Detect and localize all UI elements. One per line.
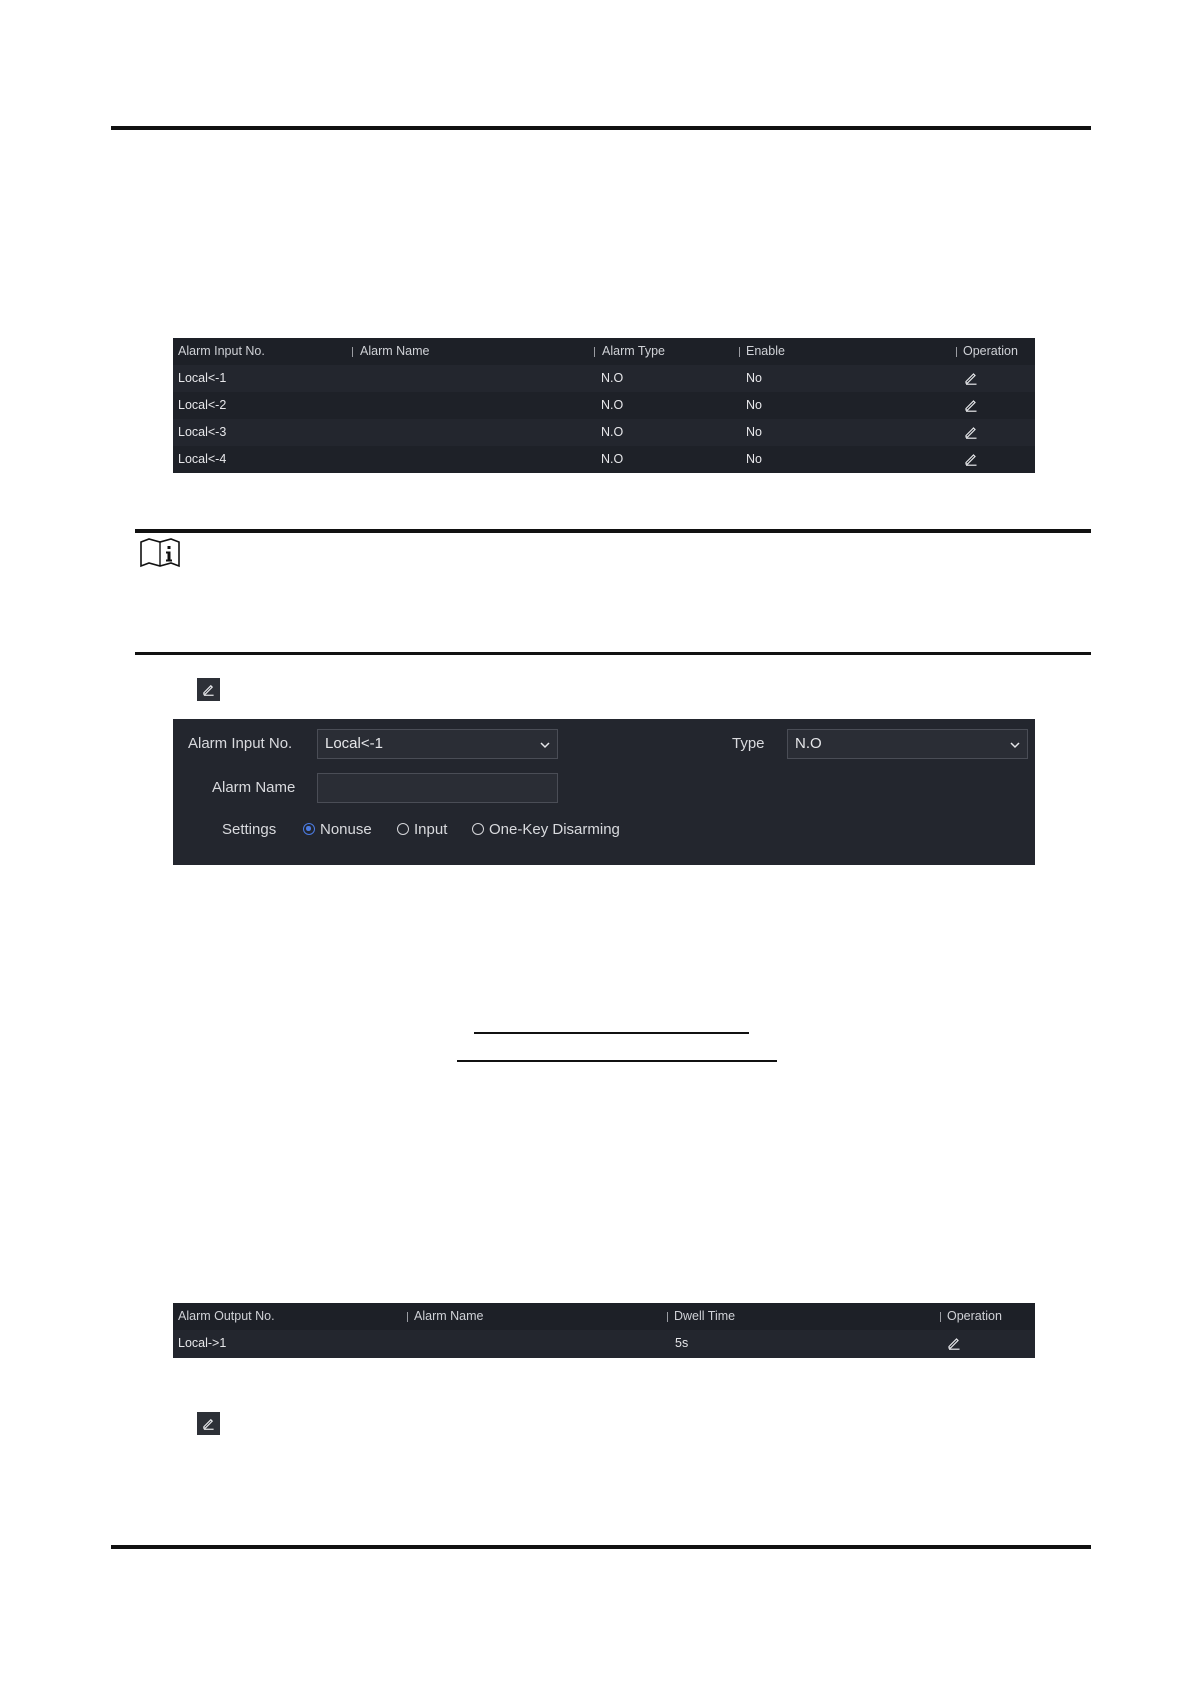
radio-selected-icon <box>303 823 315 835</box>
cell-enable: No <box>746 425 762 439</box>
table-row[interactable] <box>173 419 1035 446</box>
cell-alarm-input-no: Local<-1 <box>178 371 227 385</box>
table-row[interactable] <box>173 365 1035 392</box>
cell-alarm-input-no: Local<-4 <box>178 452 227 466</box>
col-header-alarm-name: Alarm Name <box>414 1309 484 1323</box>
col-header-dwell-time: Dwell Time <box>674 1309 736 1323</box>
column-separator <box>594 347 595 357</box>
edit-button-icon <box>197 678 220 701</box>
cell-alarm-type: N.O <box>601 452 624 466</box>
cell-alarm-type: N.O <box>601 371 624 385</box>
alarm-input-no-label: Alarm Input No. <box>188 735 293 752</box>
alarm-input-table <box>173 338 1035 472</box>
col-header-alarm-output-no: Alarm Output No. <box>178 1309 275 1323</box>
cell-enable: No <box>746 371 762 385</box>
underline-link-1 <box>474 1032 749 1034</box>
column-separator <box>352 347 353 357</box>
alarm-name-label: Alarm Name <box>212 779 296 796</box>
alarm-input-edit-panel <box>173 719 1035 865</box>
col-header-operation: Operation <box>963 344 1018 358</box>
column-separator <box>667 1312 668 1322</box>
edit-pencil-icon[interactable] <box>964 371 978 385</box>
col-header-enable: Enable <box>746 344 785 358</box>
type-select[interactable] <box>787 729 1028 759</box>
cell-enable: No <box>746 452 762 466</box>
cell-enable: No <box>746 398 762 412</box>
note-bottom-rule <box>135 652 1091 655</box>
alarm-name-input[interactable] <box>317 773 558 803</box>
table-row[interactable] <box>173 446 1035 473</box>
edit-pencil-icon[interactable] <box>964 425 978 439</box>
table-row[interactable] <box>173 392 1035 419</box>
radio-input-label: Input <box>414 821 448 838</box>
alarm-input-no-value: Local<-1 <box>325 735 383 752</box>
table-row[interactable] <box>173 1330 1035 1357</box>
table-header <box>173 338 1035 365</box>
radio-unselected-icon <box>472 823 484 835</box>
radio-one-key-disarming-label: One-Key Disarming <box>489 821 620 838</box>
col-header-operation: Operation <box>947 1309 1002 1323</box>
cell-alarm-input-no: Local<-3 <box>178 425 227 439</box>
alarm-output-table <box>173 1303 1035 1358</box>
chevron-down-icon <box>539 738 551 750</box>
info-book-icon <box>139 537 181 569</box>
radio-nonuse-label: Nonuse <box>320 821 372 838</box>
type-value: N.O <box>795 735 822 752</box>
radio-unselected-icon <box>397 823 409 835</box>
underline-link-2 <box>457 1060 777 1062</box>
edit-pencil-icon[interactable] <box>964 398 978 412</box>
column-separator <box>407 1312 408 1322</box>
column-separator <box>739 347 740 357</box>
cell-alarm-input-no: Local<-2 <box>178 398 227 412</box>
col-header-alarm-type: Alarm Type <box>602 344 665 358</box>
column-separator <box>940 1312 941 1322</box>
column-separator <box>956 347 957 357</box>
header-rule <box>111 126 1091 130</box>
cell-alarm-type: N.O <box>601 398 624 412</box>
chevron-down-icon <box>1009 738 1021 750</box>
note-top-rule <box>135 529 1091 533</box>
edit-pencil-icon[interactable] <box>947 1336 961 1350</box>
settings-label: Settings <box>222 821 277 838</box>
table-header <box>173 1303 1035 1330</box>
cell-alarm-type: N.O <box>601 425 624 439</box>
col-header-alarm-name: Alarm Name <box>360 344 430 358</box>
col-header-alarm-input-no: Alarm Input No. <box>178 344 265 358</box>
alarm-input-no-select[interactable] <box>317 729 558 759</box>
edit-button-icon <box>197 1412 220 1435</box>
cell-alarm-output-no: Local->1 <box>178 1336 227 1350</box>
type-label: Type <box>732 735 765 752</box>
edit-pencil-icon[interactable] <box>964 452 978 466</box>
footer-rule <box>111 1545 1091 1549</box>
cell-dwell-time: 5s <box>675 1336 689 1350</box>
